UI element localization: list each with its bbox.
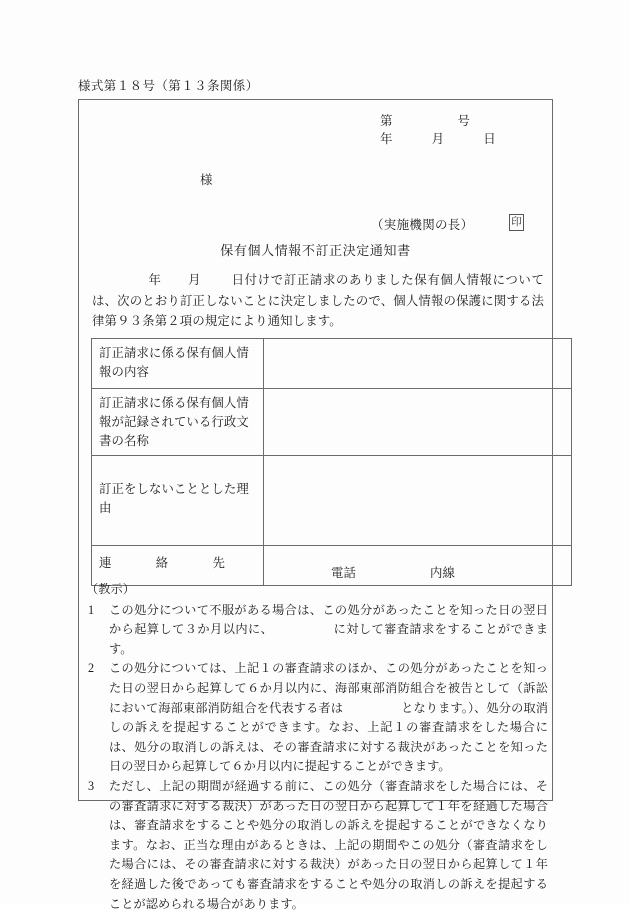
extension-label: 内線 [429, 566, 455, 580]
table-row [92, 456, 572, 546]
body-month-label: 月 [187, 273, 202, 287]
table-row-label: 訂正請求に係る保有個人情報が記録されている行政文書の名称 [92, 389, 264, 456]
instruction-text-part2: となります。）、処分の取消しの訴えを提起することができます。なお、上記１の審査請求をした場合には、処分の取消しの訴えは、その審査請求に対する裁決があったことを知った日の翌日から起算して６か月以内に提起することができます。 [109, 700, 548, 774]
body-year-label: 年 [148, 273, 162, 287]
issuing-authority-label: （実施機関の長） [371, 218, 474, 232]
table-row-label: 訂正をしないこととした理由 [92, 456, 264, 546]
instruction-number: 1 [88, 602, 95, 617]
addressee-suffix: 様 [200, 173, 213, 187]
body-paragraph [92, 270, 544, 332]
table-row-value[interactable] [264, 339, 572, 389]
seal-stamp-box: 印 [509, 214, 524, 231]
instruction-item [86, 777, 548, 914]
document-date-field: 年 月 日 [380, 132, 497, 146]
document-title: 保有個人情報不訂正決定通知書 [220, 243, 411, 258]
instructions-heading: （教示） [86, 582, 135, 596]
form-content-table [91, 338, 572, 586]
instruction-text-part1: この処分については、上記１の審査請求のほか、この処分があったことを知った日の翌日から起算して６か月以内に、海部東部消防組合を被告として（訴訟において海部東部消防組合を代表する者は [109, 661, 548, 715]
contact-label-char: 連 [99, 556, 112, 570]
contact-value-inner [271, 551, 564, 581]
instruction-text-part2: に対して審査請求をすることができます。 [109, 622, 548, 656]
table-row-label: 訂正請求に係る保有個人情報の内容 [92, 339, 264, 389]
document-number-field: 第 号 [380, 114, 471, 128]
table-row [92, 389, 572, 456]
instruction-item [86, 601, 548, 660]
instruction-text-part1: ただし、上記の期間が経過する前に、この処分（審査請求をした場合には、その審査請求に対する裁決）があった日の翌日から起算して１年を経過した場合は、審査請求をすることや処分の取消しの訴えを提起することができなくなります。なお、正当な理由があるときは、上記の期間やこの処分（審査請求をした場合には、その審査請求に対する裁決）があった日の翌日から起算して１年を経過した後であっても審査請求をすることや処分の取消しの訴えを提起することが認められる場合があります。 [109, 778, 548, 911]
contact-label-char: 先 [212, 556, 225, 570]
instruction-number: 3 [88, 778, 95, 793]
table-row-value[interactable] [264, 456, 572, 546]
instructions-section [86, 580, 548, 914]
table-row [92, 339, 572, 389]
body-text: 日付けで訂正請求のありました保有個人情報については、次のとおり訂正しないことに決定しましたので、個人情報の保護に関する法律第９３条第２項の規定により通知します。 [92, 273, 544, 328]
instruction-text-part1: この処分について不服がある場合は、この処分があったことを知った日の翌日から起算して３か月以内に、 [109, 602, 548, 637]
instruction-item [86, 659, 548, 777]
table-row-value[interactable] [264, 389, 572, 456]
contact-label-char: 絡 [155, 556, 169, 570]
instruction-number: 2 [88, 661, 95, 676]
telephone-label: 電話 [331, 566, 356, 580]
form-number-line: 様式第１８号（第１３条関係） [78, 79, 259, 93]
